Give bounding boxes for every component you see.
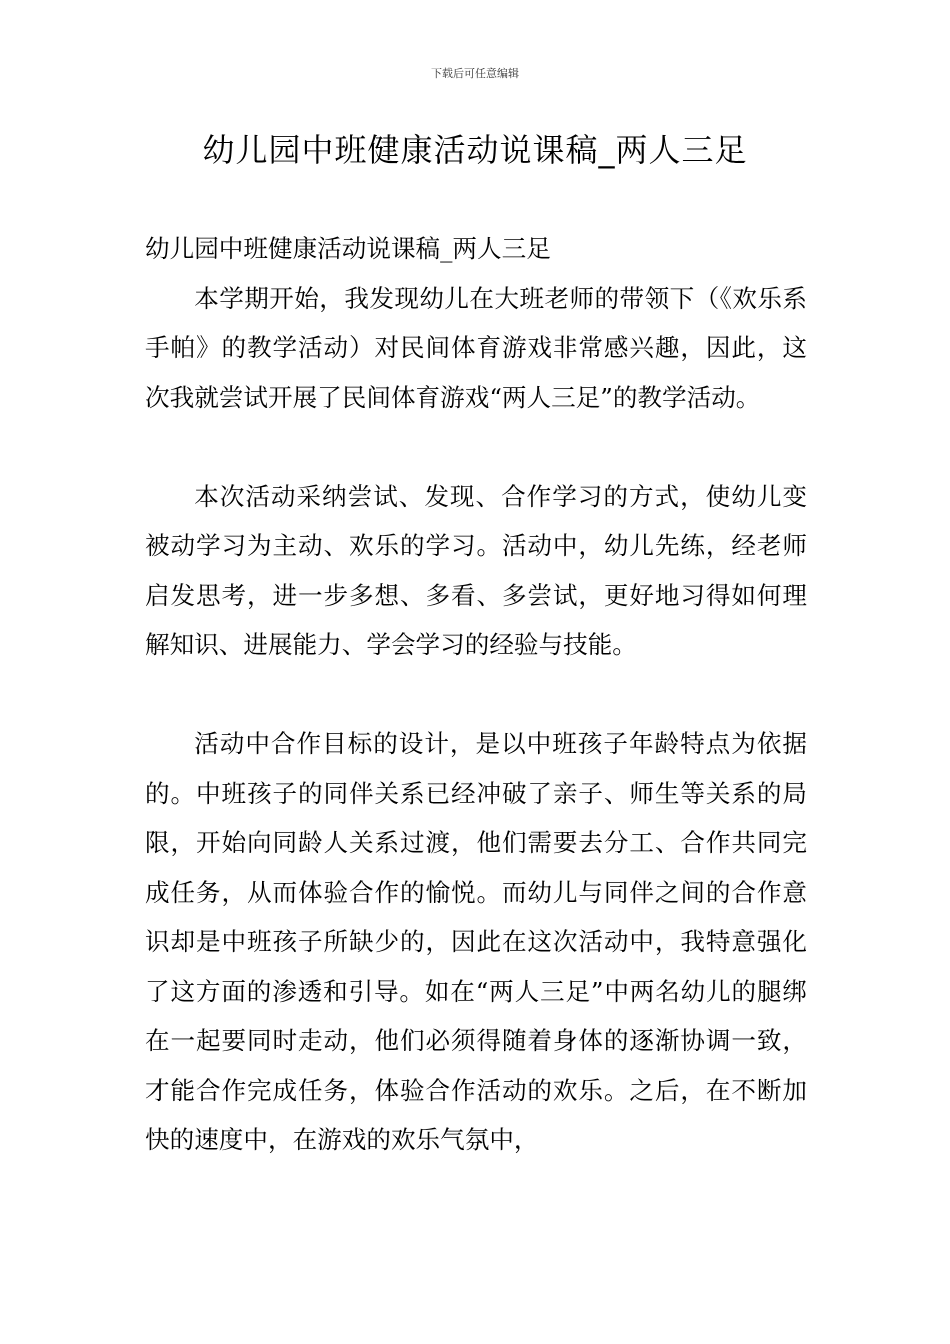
- document-body: [145, 224, 807, 1165]
- paragraph-1: 本学期开始，我发现幼儿在大班老师的带领下（《欢乐系手帕》的教学活动）对民间体育游戏非常感兴趣，因此，这次我就尝试开展了民间体育游戏“两人三足”的教学活动。: [145, 283, 807, 412]
- paragraph-2: 本次活动采纳尝试、发现、合作学习的方式，使幼儿变被动学习为主动、欢乐的学习。活动中，幼儿先练，经老师启发思考，进一步多想、多看、多尝试，更好地习得如何理解知识、进展能力、学会学习的经验与技能。: [145, 481, 807, 659]
- paragraph-3: 活动中合作目标的设计，是以中班孩子年龄特点为依据的。中班孩子的同伴关系已经冲破了亲子、师生等关系的局限，开始向同龄人关系过渡，他们需要去分工、合作共同完成任务，从而体验合作的愉悦。而幼儿与同伴之间的合作意识却是中班孩子所缺少的，因此在这次活动中，我特意强化了这方面的渗透和引导。如在“两人三足”中两名幼儿的腿绑在一起要同时走动，他们必须得随着身体的逐渐协调一致，才能合作完成任务，体验合作活动的欢乐。之后，在不断加快的速度中，在游戏的欢乐气氛中，: [145, 729, 807, 1154]
- header-note: 下载后可任意编辑: [431, 67, 519, 80]
- paragraph-spacer: [145, 670, 807, 720]
- document-subtitle: 幼儿园中班健康活动说课稿_两人三足: [145, 234, 551, 263]
- paragraph-spacer: [145, 422, 807, 472]
- document-title: 幼儿园中班健康活动说课稿_两人三足: [202, 131, 748, 169]
